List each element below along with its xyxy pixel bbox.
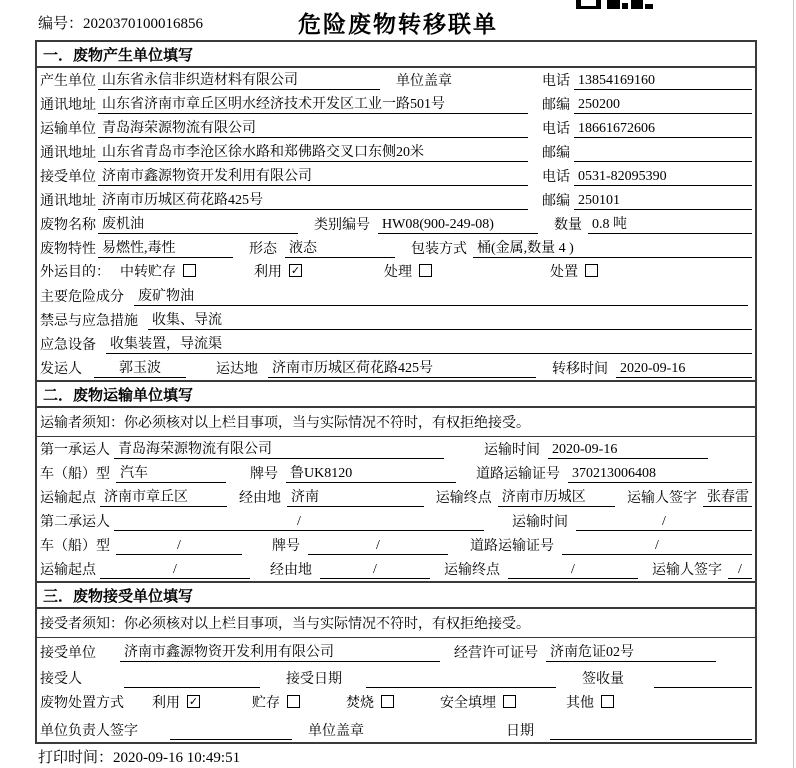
waste-name-value: 废机油 bbox=[98, 213, 298, 234]
disposal-option-utilize bbox=[152, 692, 200, 712]
section1-header: 一．废物产生单位填写 bbox=[37, 42, 755, 68]
plate1-value: 鲁UK8120 bbox=[286, 462, 456, 483]
origin1-value: 济南市章丘区 bbox=[100, 486, 227, 507]
form-state-label: 形态 bbox=[249, 242, 277, 257]
document-header bbox=[0, 0, 796, 40]
section2-notice: 运输者须知：你必须核对以上栏目事项，当与实际情况不符时，有权拒绝接受。 bbox=[37, 408, 755, 437]
row-waste-traits bbox=[37, 236, 755, 260]
packaging-value: 桶(金属,数量 4 ) bbox=[473, 237, 752, 258]
checkbox-icon bbox=[601, 695, 614, 708]
transporter-unit-value: 青岛海荣源物流有限公司 bbox=[98, 117, 528, 138]
road-permit-label: 道路运输证号 bbox=[470, 539, 554, 554]
carrier1-label: 第一承运人 bbox=[40, 443, 110, 458]
checkbox-icon bbox=[585, 264, 598, 277]
unit-seal-label: 单位盖章 bbox=[396, 74, 452, 89]
permit2-value: / bbox=[562, 538, 752, 555]
disposal-option-other bbox=[566, 692, 614, 712]
accept-unit-value: 济南市鑫源物资开发利用有限公司 bbox=[120, 641, 440, 662]
row-carrier1 bbox=[37, 437, 755, 461]
date-value bbox=[550, 723, 752, 740]
category-code-label: 类别编号 bbox=[314, 218, 370, 233]
row-transport-purpose bbox=[37, 260, 755, 284]
row-disposal-method bbox=[37, 690, 755, 716]
checkbox-icon bbox=[381, 695, 394, 708]
emergency-measures-label: 禁忌与应急措施 bbox=[40, 314, 138, 329]
producer-phone-value: 13854169160 bbox=[574, 73, 752, 90]
row-route1 bbox=[37, 485, 755, 509]
disposal-option-incinerate bbox=[346, 692, 394, 712]
packaging-label: 包装方式 bbox=[411, 242, 467, 257]
disposal-option-landfill bbox=[440, 692, 516, 712]
row-accept-person bbox=[37, 664, 755, 690]
zip-label: 邮编 bbox=[542, 146, 570, 161]
emergency-equipment-value: 收集装置，导流渠 bbox=[106, 333, 752, 354]
row-transporter bbox=[37, 116, 755, 140]
responsible-sign-value bbox=[170, 723, 292, 740]
sign2-value: / bbox=[728, 562, 752, 579]
license-value: 济南危证02号 bbox=[546, 641, 716, 662]
shipper-label: 发运人 bbox=[40, 362, 82, 377]
row-vehicle1 bbox=[37, 461, 755, 485]
section2-header: 二．废物运输单位填写 bbox=[37, 380, 755, 408]
zip-label: 邮编 bbox=[542, 98, 570, 113]
row-emergency-measures bbox=[37, 308, 755, 332]
transfer-time-label: 转移时间 bbox=[552, 362, 608, 377]
vehicle-type-label: 车（船）型 bbox=[40, 467, 110, 482]
via2-value: / bbox=[320, 562, 430, 579]
print-time-label: 打印时间： bbox=[38, 750, 114, 766]
checkbox-icon bbox=[503, 695, 516, 708]
checkbox-checked-icon: ✓ bbox=[188, 695, 199, 708]
plate-number-label: 牌号 bbox=[272, 539, 300, 554]
accept-person-value bbox=[124, 671, 260, 688]
transporter-zip-value bbox=[574, 145, 752, 162]
row-accept-unit bbox=[37, 638, 755, 664]
receiver-unit-value: 济南市鑫源物资开发利用有限公司 bbox=[98, 165, 528, 186]
checkbox-label: 利用 bbox=[152, 696, 180, 711]
transport-purpose-label: 外运目的： bbox=[40, 265, 110, 280]
vehicle2-value: / bbox=[116, 538, 242, 555]
quantity-label: 数量 bbox=[554, 218, 582, 233]
purpose-option-transfer-storage bbox=[120, 261, 196, 281]
page-title: 危险废物转移联单 bbox=[298, 11, 498, 37]
accept-person-label: 接受人 bbox=[40, 672, 82, 687]
checkbox-icon bbox=[287, 695, 300, 708]
page-edge-line bbox=[793, 0, 794, 768]
row-carrier2 bbox=[37, 509, 755, 533]
sign1-value: 张春雷 bbox=[703, 486, 752, 507]
plate-number-label: 牌号 bbox=[250, 467, 278, 482]
row-waste-name bbox=[37, 212, 755, 236]
producer-zip-value: 250200 bbox=[574, 97, 752, 114]
row-responsible-sign bbox=[37, 716, 755, 742]
receiver-zip-value: 250101 bbox=[574, 193, 752, 210]
terminus-label: 运输终点 bbox=[444, 563, 500, 578]
unit-seal-label: 单位盖章 bbox=[308, 724, 364, 739]
producer-address-value: 山东省济南市章丘区明水经济技术开发区工业一路501号 bbox=[98, 93, 528, 114]
row-route2 bbox=[37, 557, 755, 581]
row-transporter-address bbox=[37, 140, 755, 164]
carrier1-value: 青岛海荣源物流有限公司 bbox=[114, 438, 444, 459]
transport-time-label: 运输时间 bbox=[512, 515, 568, 530]
checkbox-icon bbox=[183, 264, 196, 277]
destination-value: 济南市历城区荷花路425号 bbox=[268, 357, 536, 378]
transporter-sign-label: 运输人签字 bbox=[627, 491, 698, 506]
row-producer bbox=[37, 68, 755, 92]
row-hazard-components bbox=[37, 284, 755, 308]
print-time-value: 2020-09-16 10:49:51 bbox=[113, 750, 241, 766]
via1-value: 济南 bbox=[287, 486, 424, 507]
accept-date-value bbox=[366, 671, 556, 688]
address-label: 通讯地址 bbox=[40, 194, 96, 209]
emergency-measures-value: 收集、导流 bbox=[148, 309, 752, 330]
purpose-option-dispose bbox=[550, 261, 598, 281]
waste-traits-value: 易燃性,毒性 bbox=[98, 237, 233, 258]
purpose-option-treat bbox=[384, 261, 432, 281]
carrier2-value: / bbox=[114, 514, 484, 531]
checkbox-label: 焚烧 bbox=[346, 696, 374, 711]
transporter-phone-value: 18661672606 bbox=[574, 121, 752, 138]
transport-time2-value: / bbox=[576, 514, 752, 531]
emergency-equipment-label: 应急设备 bbox=[40, 338, 96, 353]
terminus-label: 运输终点 bbox=[435, 491, 492, 506]
serial-label: 编号： bbox=[38, 16, 84, 32]
date-label: 日期 bbox=[506, 724, 534, 739]
via-label: 经由地 bbox=[270, 563, 312, 578]
origin-label: 运输起点 bbox=[40, 563, 96, 578]
row-receiver-address bbox=[37, 188, 755, 212]
disposal-option-storage bbox=[252, 692, 300, 712]
checkbox-label: 利用 bbox=[254, 265, 282, 280]
form-state-value: 液态 bbox=[285, 237, 395, 258]
checkbox-label: 贮存 bbox=[252, 696, 280, 711]
receiver-unit-label: 接受单位 bbox=[40, 170, 96, 185]
vehicle-type-label: 车（船）型 bbox=[40, 539, 110, 554]
transporter-address-value: 山东省青岛市李沧区徐水路和郑佛路交叉口东侧20米 bbox=[98, 141, 528, 162]
category-code-value: HW08(900-249-08) bbox=[378, 217, 538, 234]
row-producer-address bbox=[37, 92, 755, 116]
address-label: 通讯地址 bbox=[40, 98, 96, 113]
shipper-value: 郭玉波 bbox=[94, 357, 186, 378]
permit1-value: 370213006408 bbox=[568, 466, 752, 483]
via-label: 经由地 bbox=[239, 491, 282, 506]
zip-label: 邮编 bbox=[542, 194, 570, 209]
section3-notice: 接受者须知：你必须核对以上栏目事项，当与实际情况不符时，有权拒绝接受。 bbox=[37, 609, 755, 638]
row-receiver bbox=[37, 164, 755, 188]
accept-date-label: 接受日期 bbox=[286, 672, 342, 687]
checkbox-label: 安全填埋 bbox=[440, 696, 496, 711]
carrier2-label: 第二承运人 bbox=[40, 515, 110, 530]
hazard-components-value: 废矿物油 bbox=[134, 285, 748, 306]
producer-unit-label: 产生单位 bbox=[40, 74, 96, 89]
phone-label: 电话 bbox=[542, 74, 570, 89]
row-emergency-equipment bbox=[37, 332, 755, 356]
license-label: 经营许可证号 bbox=[454, 646, 538, 661]
hazard-components-label: 主要危险成分 bbox=[40, 290, 124, 305]
serial-number bbox=[38, 12, 203, 33]
road-permit-label: 道路运输证号 bbox=[476, 467, 560, 482]
received-amount-label: 签收量 bbox=[582, 672, 624, 687]
vehicle1-value: 汽车 bbox=[116, 462, 226, 483]
checkbox-label: 处理 bbox=[384, 265, 412, 280]
transporter-sign-label: 运输人签字 bbox=[652, 563, 722, 578]
received-amount-value bbox=[654, 671, 752, 688]
waste-name-label: 废物名称 bbox=[40, 218, 96, 233]
checkbox-checked-icon: ✓ bbox=[290, 264, 301, 277]
phone-label: 电话 bbox=[542, 170, 570, 185]
phone-label: 电话 bbox=[542, 122, 570, 137]
accept-unit-label: 接受单位 bbox=[40, 646, 96, 661]
waste-traits-label: 废物特性 bbox=[40, 242, 96, 257]
terminus2-value: / bbox=[508, 562, 638, 579]
terminus1-value: 济南市历城区 bbox=[498, 486, 615, 507]
checkbox-icon bbox=[419, 264, 432, 277]
transporter-unit-label: 运输单位 bbox=[40, 122, 96, 137]
origin2-value: / bbox=[100, 562, 250, 579]
print-time bbox=[38, 746, 240, 767]
purpose-option-utilize bbox=[254, 261, 302, 281]
transport-time-label: 运输时间 bbox=[484, 443, 540, 458]
serial-value: 2020370100016856 bbox=[83, 16, 204, 32]
producer-unit-value: 山东省永信非织造材料有限公司 bbox=[98, 69, 380, 90]
transport-time1-value: 2020-09-16 bbox=[548, 442, 708, 459]
form-table bbox=[35, 40, 757, 744]
origin-label: 运输起点 bbox=[40, 491, 96, 506]
receiver-address-value: 济南市历城区荷花路425号 bbox=[98, 189, 528, 210]
section3-header: 三．废物接受单位填写 bbox=[37, 581, 755, 609]
row-vehicle2 bbox=[37, 533, 755, 557]
plate2-value: / bbox=[308, 538, 448, 555]
responsible-sign-label: 单位负责人签字 bbox=[40, 724, 138, 739]
checkbox-label: 其他 bbox=[566, 696, 594, 711]
quantity-value: 0.8 吨 bbox=[588, 213, 752, 234]
row-shipper bbox=[37, 356, 755, 380]
transfer-time-value: 2020-09-16 bbox=[616, 361, 752, 378]
destination-label: 运达地 bbox=[216, 362, 258, 377]
disposal-method-label: 废物处置方式 bbox=[40, 696, 124, 711]
receiver-phone-value: 0531-82095390 bbox=[574, 169, 752, 186]
address-label: 通讯地址 bbox=[40, 146, 96, 161]
checkbox-label: 中转贮存 bbox=[120, 265, 176, 280]
checkbox-label: 处置 bbox=[550, 265, 578, 280]
